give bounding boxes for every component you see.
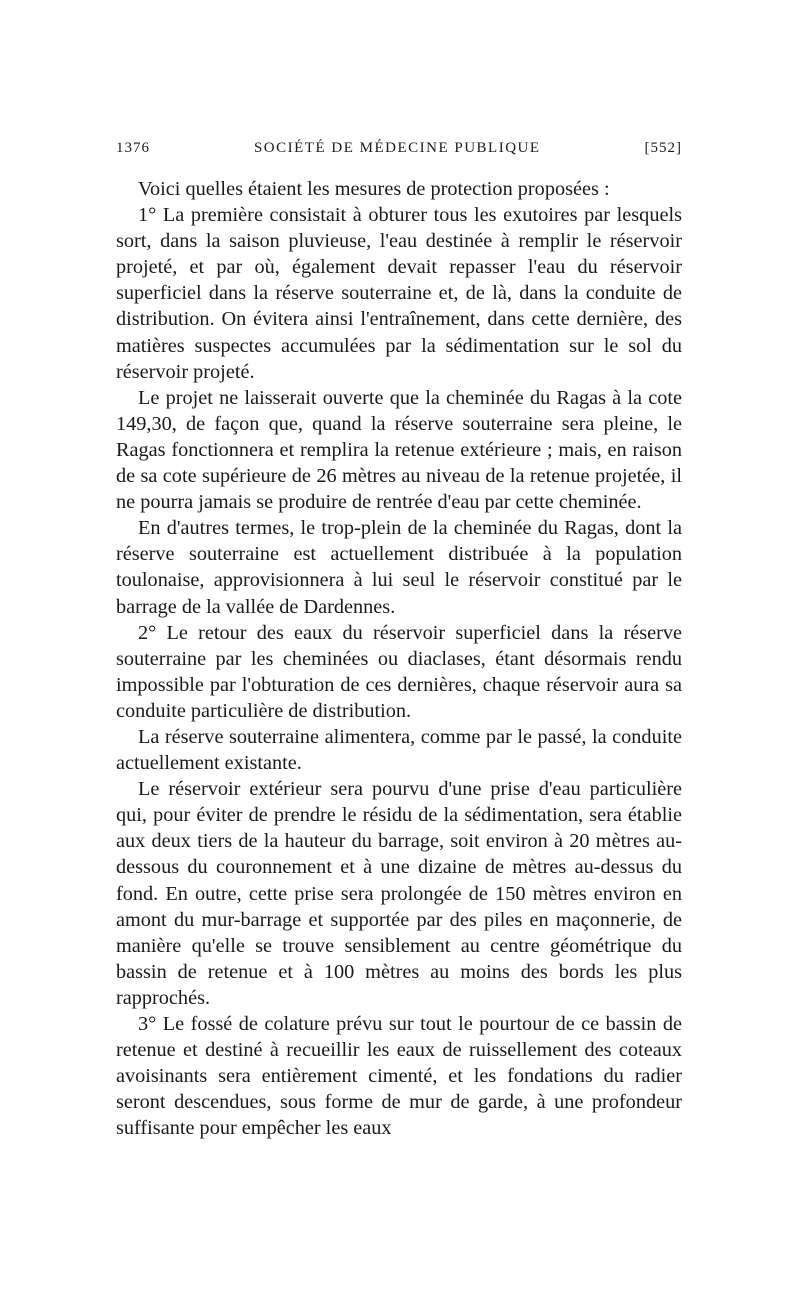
- book-page: [116, 140, 682, 1141]
- paragraph: 3° Le fossé de colature prévu sur tout le pourtour de ce bassin de retenue et destiné à recueillir les eaux de ruissellement des coteaux avoisinants sera entièrement cimenté, et les fondations du radier seront descendues, sous forme de mur de garde, à une profondeur suffisante pour empêcher les eaux: [116, 1013, 682, 1140]
- paragraph: 1° La première consistait à obturer tous les exutoires par lesquels sort, dans la saison pluvieuse, l'eau destinée à remplir le réservoir projeté, et par où, également devait repasser l'eau du réservoir superficiel dans la réserve souterraine et, de là, dans la conduite de distribution. On évitera ainsi l'entraînement, dans cette dernière, des matières suspectes accumulées par la sédimentation sur le sol du réservoir projeté.: [116, 204, 682, 383]
- paragraph: 2° Le retour des eaux du réservoir superficiel dans la réserve souterraine par les cheminées ou diaclases, étant désormais rendu impossible par l'obturation de ces dernières, chaque réservoir aura sa conduite particulière de distribution.: [116, 621, 682, 722]
- paragraph: Voici quelles étaient les mesures de protection proposées :: [138, 178, 610, 200]
- page-number: 1376: [116, 140, 150, 156]
- paragraph: La réserve souterraine alimentera, comme par le passé, la conduite actuellement existante.: [116, 725, 682, 775]
- paragraph: Le projet ne laisserait ouverte que la cheminée du Ragas à la cote 149,30, de façon que, quand la réserve souterraine sera pleine, le Ragas fonctionnera et remplira la retenue extérieure ; mais, en raison de sa cote supérieure de 26 mètres au niveau de la retenue projetée, il ne pourra jamais se produire de rentrée d'eau par cette cheminée.: [116, 386, 682, 514]
- body-text: [116, 176, 682, 1141]
- bracket-page-number: [552]: [644, 140, 682, 156]
- journal-title: SOCIÉTÉ DE MÉDECINE PUBLIQUE: [253, 140, 541, 156]
- paragraph: En d'autres termes, le trop-plein de la cheminée du Ragas, dont la réserve souterraine est actuellement distribuée à la population toulonaise, approvisionnera à lui seul le réservoir constitué par le barrage de la vallée de Dardennes.: [116, 517, 682, 618]
- paragraph: Le réservoir extérieur sera pourvu d'une prise d'eau particulière qui, pour éviter de prendre le résidu de la sédimentation, sera établie aux deux tiers de la hauteur du barrage, soit environ à 20 mètres au-dessous du couronnement et à une dizaine de mètres au-dessus du fond. En outre, cette prise sera prolongée de 150 mètres environ en amont du mur-barrage et supportée par des piles en maçonnerie, de manière qu'elle se trouve sensiblement au centre géométrique du bassin de retenue et à 100 mètres au moins des bords les plus rapprochés.: [116, 778, 682, 1009]
- running-header: [116, 140, 682, 164]
